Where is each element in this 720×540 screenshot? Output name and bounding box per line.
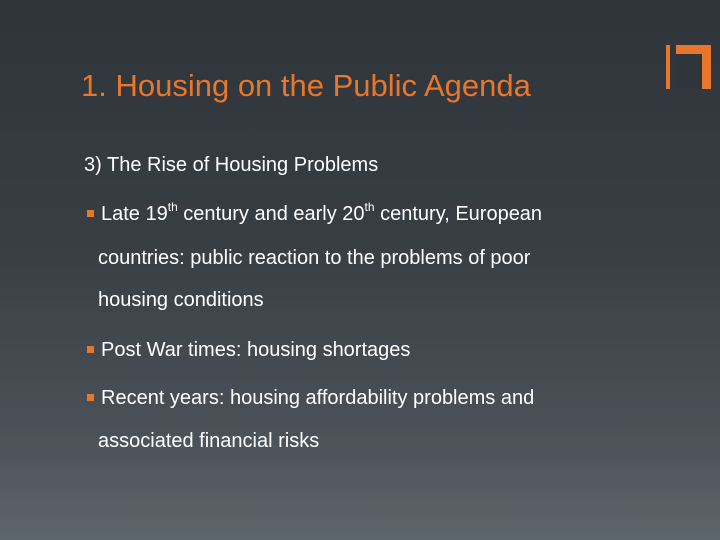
bullet-1-superscript-2: th [364,200,375,214]
bullet-square-icon [87,346,94,353]
slide-subtitle: 3) The Rise of Housing Problems [84,154,379,176]
bullet-item-1 [87,200,543,226]
bullet-1-prefix: Late 19 [101,203,168,225]
bullet-1-line-3: housing conditions [98,289,264,311]
bullet-item-3 [87,387,534,410]
bullet-1-middle: century and early 20 [177,203,365,225]
decorative-accent-bar [666,45,670,89]
bullet-1-superscript-1: th [167,200,178,214]
bullet-1-line-2: countries: public reaction to the problems of poor [98,247,531,269]
bullet-3-text: Recent years: housing affordability problems and [101,387,535,409]
bullet-1-suffix: century, European [374,203,543,225]
slide-title: 1. Housing on the Public Agenda [81,68,531,103]
bullet-square-icon [87,394,94,401]
bullet-2-text: Post War times: housing shortages [101,339,411,361]
bullet-3-line-2: associated financial risks [98,430,320,452]
bullet-item-2 [87,339,410,362]
decorative-accent-cutout [676,54,702,89]
bullet-square-icon [87,210,94,217]
